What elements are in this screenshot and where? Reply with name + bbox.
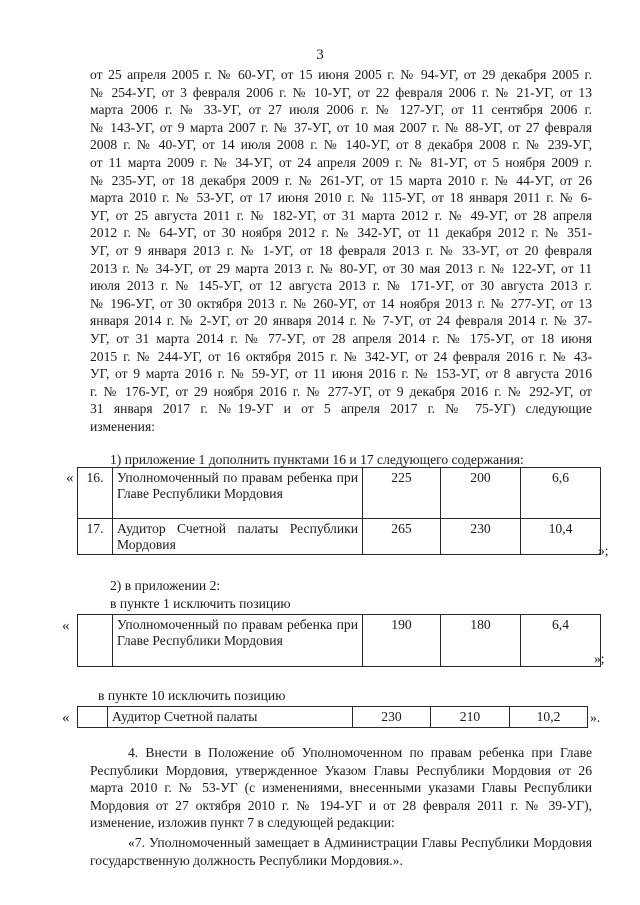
value-cell: 230 [441, 519, 521, 555]
amendment-list-line: № 196-УГ, от 30 октября 2013 г. № 260-УГ, от 14 ноября 2013 г. № 277-УГ, от 13 [90, 295, 592, 311]
table2-close-mark: »; [594, 651, 605, 666]
amendment-list-line: г. № 176-УГ, от 29 ноября 2016 г. № 277-УГ, от 9 декабря 2016 г. № 292-УГ, от [90, 383, 592, 399]
position-name: Уполномоченный по правам ребенка при Главе Республики Мордовия [113, 468, 363, 519]
table-row [78, 468, 601, 519]
amendment-list-line: № 143-УГ, от 9 марта 2007 г. № 37-УГ, от 10 мая 2007 г. № 88-УГ, от 27 февраля [90, 119, 592, 135]
table-row [78, 615, 601, 667]
amendment-list-line: 31 января 2017 г. №19-УГ и от 5 апреля 2017 г. № 75-УГ) следующие [90, 401, 592, 417]
amendment-list-line: 2015 г. № 244-УГ, от 16 октября 2015 г. № 342-УГ, от 24 февраля 2016 г. № 43- [90, 348, 592, 364]
table3-open-quote: « [62, 710, 70, 726]
value-cell: 265 [363, 519, 441, 555]
position-name: Аудитор Счетной палаты [108, 707, 353, 728]
amendment-list-line: № 254-УГ, от 3 февраля 2006 г. № 10-УГ, от 22 февраля 2006 г. № 21-УГ, от 13 [90, 84, 592, 100]
table1-close-mark: »; [598, 543, 609, 558]
table-row [78, 707, 588, 728]
salary-table-additions [77, 467, 601, 555]
amendment-list-line: изменения: [90, 419, 155, 434]
value-cell: 200 [441, 468, 521, 519]
item1-heading: 1) приложение 1 дополнить пунктами 16 и 17 следующего содержания: [110, 452, 524, 467]
amendment-list-line: 2012 г. № 64-УГ, от 30 ноября 2012 г. № 342-УГ, от 11 декабря 2012 г. № 351- [90, 225, 592, 241]
amendment-list-line: 2008 г. № 40-УГ, от 14 июля 2008 г. № 140-УГ, от 8 декабря 2008 г. № 239-УГ, [90, 137, 592, 153]
item2-sub1: в пункте 1 исключить позицию [110, 596, 291, 611]
salary-table-remove-auditor [77, 706, 588, 728]
amendment-list-line: июля 2013 г. № 145-УГ, от 12 августа 2013 г. № 171-УГ, от 30 августа 2013 г. [90, 278, 592, 294]
salary-table-remove-ombudsman [77, 614, 601, 667]
amendment-list-line: от 11 марта 2009 г. № 34-УГ, от 24 апреля 2009 г. № 81-УГ, от 5 ноября 2009 г. [90, 155, 592, 170]
amendment-list-line: марта 2010 г. № 53-УГ, от 17 июня 2010 г. № 115-УГ, от 18 января 2011 г. № 6- [90, 190, 592, 206]
position-name: Аудитор Счетной палаты Республики Мордовия [113, 519, 363, 555]
value-cell: 10,4 [521, 519, 601, 555]
value-cell: 230 [353, 707, 431, 728]
value-cell: 6,6 [521, 468, 601, 519]
page-number: 3 [316, 47, 324, 63]
row-number: 16. [78, 468, 113, 519]
section-4-paragraph: 4. Внести в Положение об Уполномоченном по правам ребенка при Главе Республики Мордовия, утвержденное Указом Главы Республики Мордовия от 26 марта 2010 г. № 53-УГ (с изменениями, внесенными указами Главы Республики Мордовия от 27 октября 2010 г. № 194-УГ и от 28 февраля 2011 г. № 39-УГ), изменение, изложив пункт 7 в следующей редакции: [90, 745, 592, 831]
amendment-list-line: УГ, от 9 марта 2016 г. № 59-УГ, от 11 июня 2016 г. № 153-УГ, от 8 августа 2016 [90, 366, 592, 382]
amendment-list-line: УГ, от 9 января 2013 г. № 1-УГ, от 18 февраля 2013 г. № 33-УГ, от 20 февраля [90, 243, 592, 258]
value-cell: 190 [363, 615, 441, 667]
section-4-quote: «7. Уполномоченный замещает в Администрации Главы Республики Мордовия государственную должность Республики Мордовия.». [90, 835, 592, 868]
row-number [78, 615, 113, 667]
table2-open-quote: « [62, 618, 70, 634]
amendment-list-line: марта 2006 г. № 33-УГ, от 27 июля 2006 г. № 127-УГ, от 11 сентября 2006 г. [90, 102, 592, 118]
table3-close-mark: ». [590, 710, 601, 725]
amendment-list-line: января 2014 г. № 2-УГ, от 20 января 2014 г. № 7-УГ, от 24 февраля 2014 г. № 37- [90, 313, 592, 329]
amendment-list-line: № 235-УГ, от 18 декабря 2009 г. № 261-УГ, от 15 марта 2010 г. № 44-УГ, от 26 [90, 172, 592, 188]
table1-open-quote: « [66, 470, 74, 486]
value-cell: 6,4 [521, 615, 601, 667]
amendment-list-line: от 25 апреля 2005 г. № 60-УГ, от 15 июня 2005 г. № 94-УГ, от 29 декабря 2005 г. [90, 67, 592, 82]
row-number [78, 707, 108, 728]
value-cell: 225 [363, 468, 441, 519]
position-name: Уполномоченный по правам ребенка при Главе Республики Мордовия [113, 615, 363, 667]
table-row [78, 519, 601, 555]
value-cell: 180 [441, 615, 521, 667]
item2-heading: 2) в приложении 2: [110, 578, 221, 593]
row-number: 17. [78, 519, 113, 555]
item2-sub2: в пункте 10 исключить позицию [98, 688, 286, 703]
amendment-list-line: УГ, от 31 марта 2014 г. № 77-УГ, от 28 апреля 2014 г. № 175-УГ, от 18 июня [90, 331, 592, 346]
amendment-list-line: УГ, от 25 августа 2011 г. № 182-УГ, от 31 марта 2012 г. № 49-УГ, от 28 апреля [90, 207, 592, 223]
value-cell: 10,2 [510, 707, 588, 728]
amendment-list-line: 2013 г. № 34-УГ, от 29 марта 2013 г. № 80-УГ, от 30 мая 2013 г. № 122-УГ, от 11 [90, 260, 592, 276]
value-cell: 210 [431, 707, 510, 728]
